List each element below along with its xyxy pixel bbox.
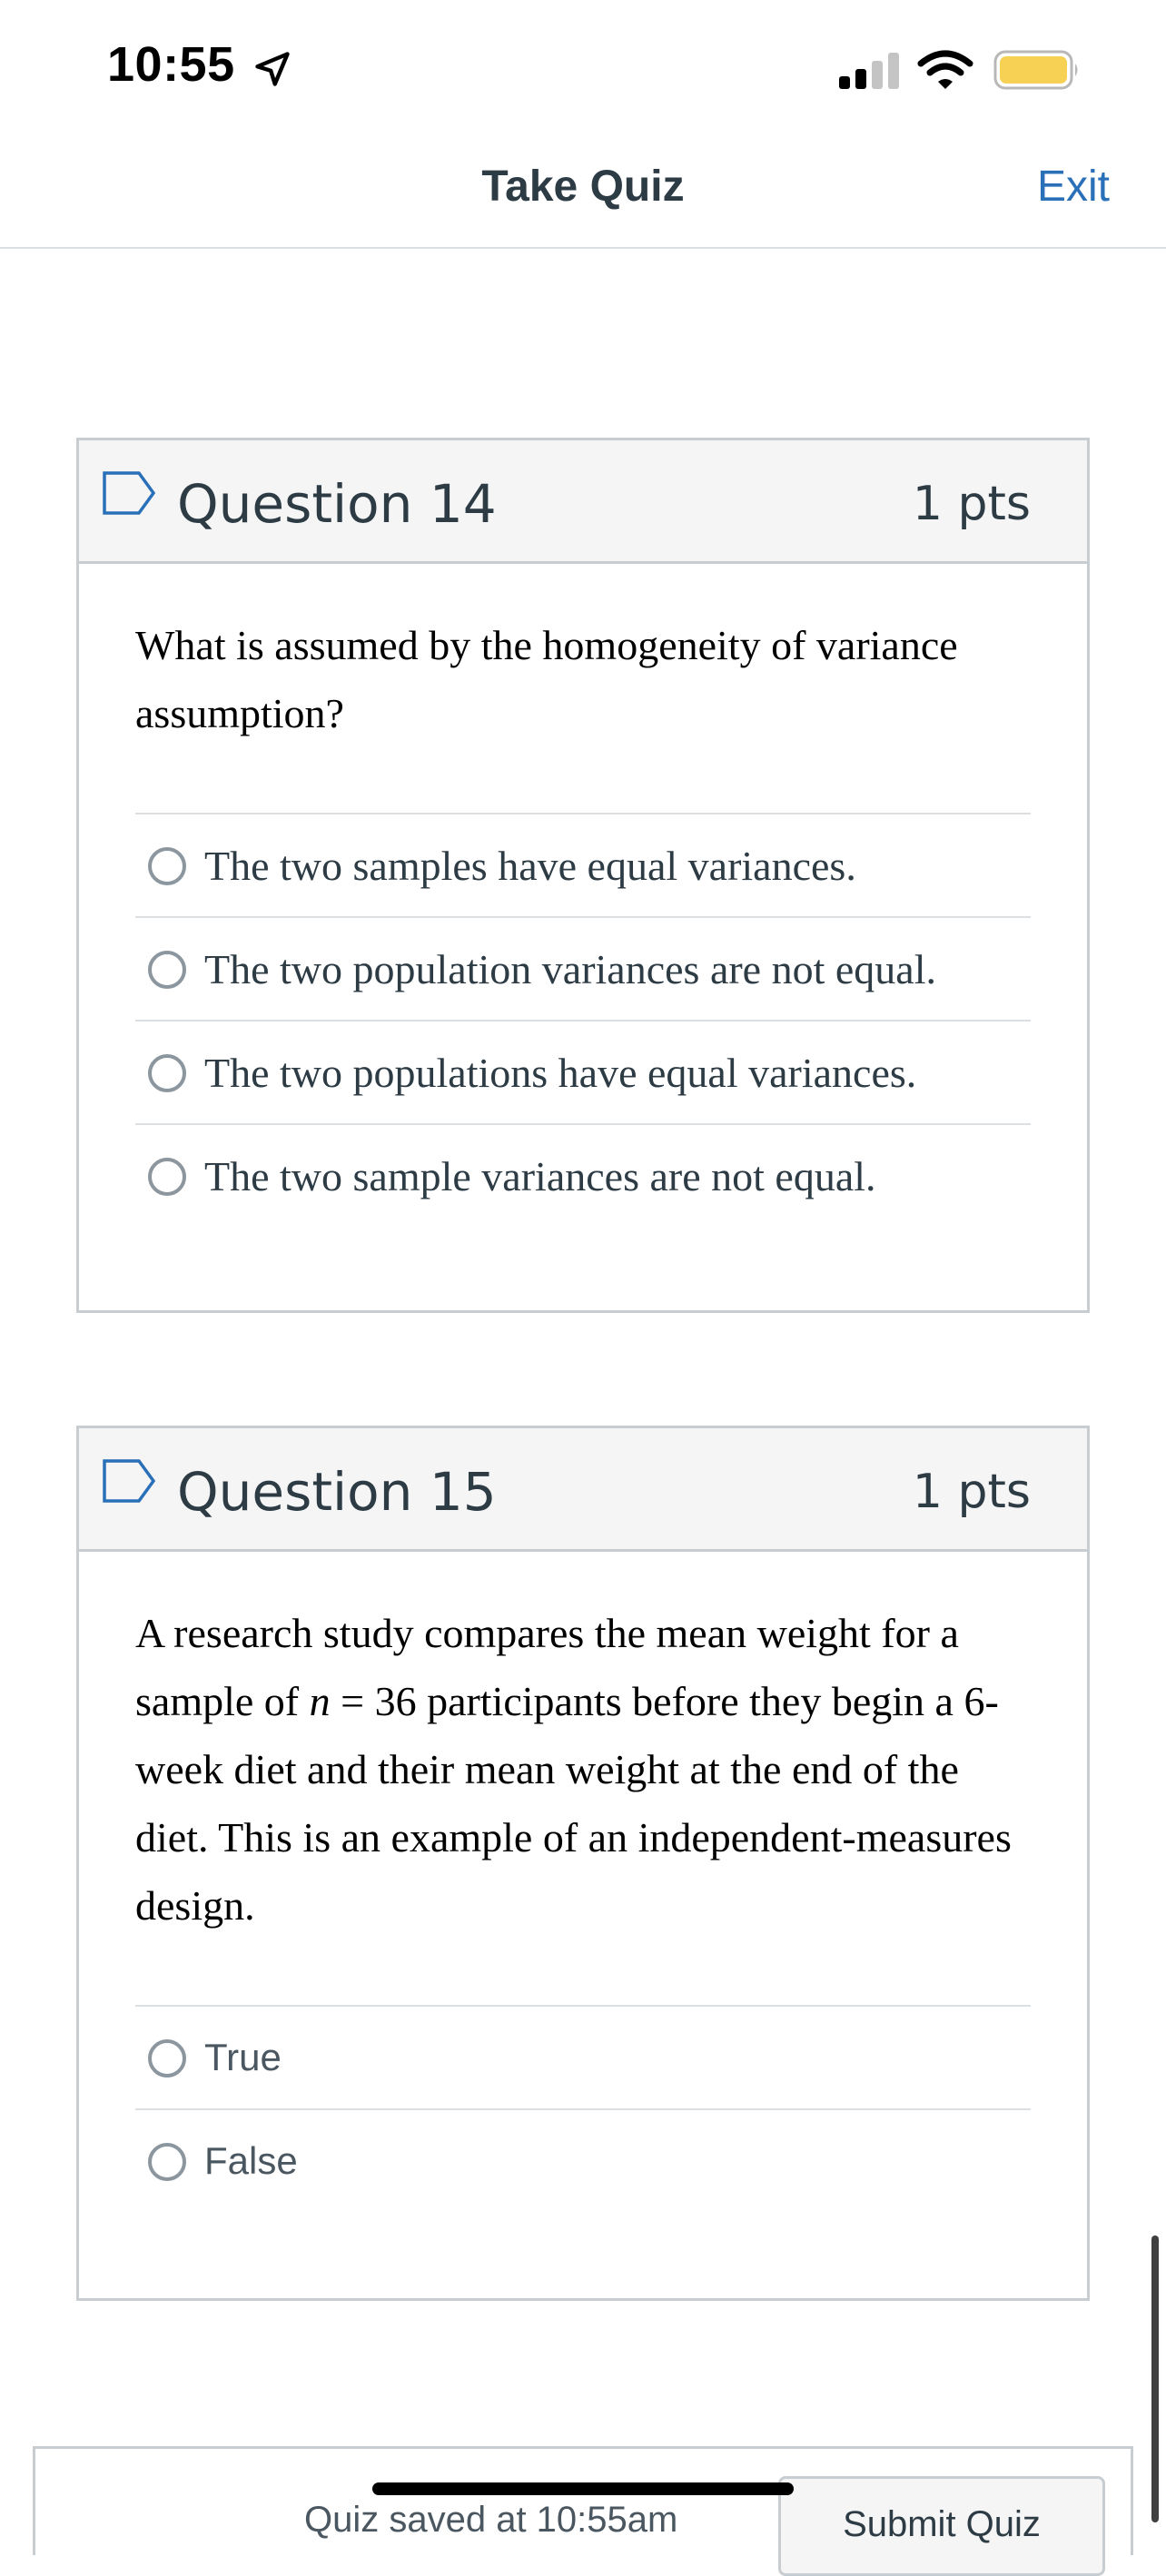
- status-time: 10:55: [107, 37, 235, 92]
- variable-n: n: [309, 1678, 331, 1724]
- answer-label: The two samples have equal variances.: [204, 843, 856, 889]
- battery-icon: [993, 49, 1081, 91]
- question-title: Question 14: [177, 473, 497, 535]
- status-bar: [0, 0, 1166, 136]
- question-text: What is assumed by the homogeneity of variance assumption?: [135, 622, 958, 736]
- radio-button[interactable]: [148, 2039, 186, 2078]
- flag-question-icon[interactable]: [101, 468, 157, 518]
- answer-label: True: [204, 2036, 282, 2078]
- answer-list: [135, 2005, 1031, 2214]
- scrollbar[interactable]: [1151, 2235, 1159, 2522]
- radio-button[interactable]: [148, 1158, 186, 1196]
- question-text-end: = 36 participants before they begin a 6-week diet and their mean weight at the end of the diet. This is an example of an independent-measures design.: [135, 1678, 1012, 1929]
- quiz-saved-status: Quiz saved at 10:55am: [304, 2500, 678, 2540]
- exit-button[interactable]: Exit: [1036, 163, 1110, 211]
- answer-option[interactable]: [135, 2007, 1031, 2110]
- question-title: Question 15: [177, 1461, 497, 1523]
- answer-label: The two population variances are not equal.: [204, 946, 936, 992]
- home-indicator: [372, 2482, 794, 2495]
- answer-option[interactable]: [135, 814, 1031, 918]
- answer-option[interactable]: [135, 1022, 1031, 1125]
- nav-bar: [0, 136, 1166, 249]
- question-body: [79, 1552, 1087, 2272]
- answer-label: The two sample variances are not equal.: [204, 1153, 876, 1199]
- question-card: [76, 438, 1090, 1313]
- answer-label: False: [204, 2139, 298, 2182]
- question-card: [76, 1426, 1090, 2301]
- answer-option[interactable]: [135, 2110, 1031, 2214]
- wifi-icon: [917, 49, 973, 91]
- answer-option[interactable]: [135, 1125, 1031, 1229]
- question-points: 1 pts: [912, 477, 1031, 531]
- question-header: [79, 1428, 1087, 1552]
- answer-label: The two populations have equal variances.: [204, 1050, 917, 1096]
- question-body: [79, 564, 1087, 1287]
- submit-quiz-button[interactable]: Submit Quiz: [778, 2476, 1105, 2576]
- flag-question-icon[interactable]: [101, 1456, 157, 1506]
- location-arrow-icon: [252, 49, 292, 89]
- radio-button[interactable]: [148, 1054, 186, 1092]
- radio-button[interactable]: [148, 847, 186, 885]
- answer-list: [135, 813, 1031, 1229]
- question-header: [79, 440, 1087, 564]
- radio-button[interactable]: [148, 951, 186, 989]
- cellular-signal-icon: [837, 53, 901, 91]
- quiz-footer: [33, 2446, 1133, 2555]
- question-points: 1 pts: [912, 1465, 1031, 1519]
- answer-option[interactable]: [135, 918, 1031, 1022]
- question-text: [135, 1599, 1031, 1939]
- radio-button[interactable]: [148, 2143, 186, 2181]
- question-text-start: A research study compares the mean weight for a sample of: [135, 1610, 959, 1724]
- page-title: Take Quiz: [481, 163, 685, 211]
